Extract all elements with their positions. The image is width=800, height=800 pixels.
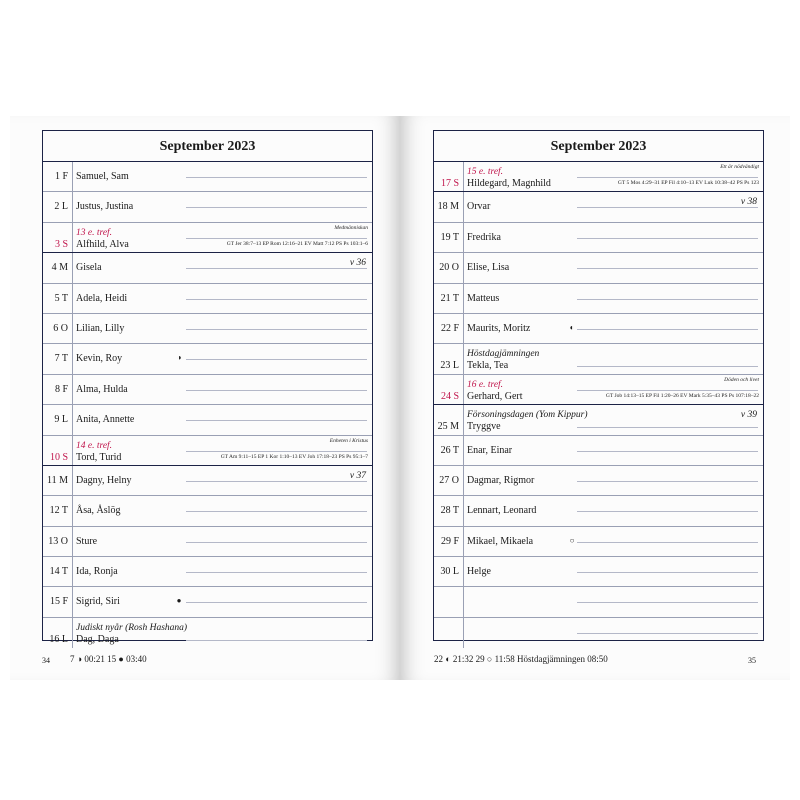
column-divider <box>463 405 464 434</box>
day-row <box>434 162 763 192</box>
right-day-rows <box>434 162 763 648</box>
day-label: 13 O <box>48 535 68 547</box>
day-note: Judiskt nyår (Rosh Hashana) <box>76 622 188 633</box>
name-day: Hildegard, Magnhild <box>467 178 551 189</box>
writing-line <box>186 329 367 330</box>
name-day: Fredrika <box>467 231 501 243</box>
name-day: Orvar <box>467 201 491 213</box>
day-label: 29 F <box>440 535 459 547</box>
day-row <box>434 223 763 253</box>
day-row <box>434 375 763 405</box>
writing-line <box>577 329 758 330</box>
column-divider <box>463 496 464 525</box>
day-label: 21 T <box>440 292 459 304</box>
open-planner <box>10 116 790 680</box>
day-label: 15 F <box>49 596 68 608</box>
week-number: v 37 <box>349 470 366 481</box>
left-calendar-frame <box>42 130 373 645</box>
writing-line <box>577 390 758 391</box>
day-label: 18 M <box>437 201 459 213</box>
writing-line <box>186 640 367 641</box>
writing-line <box>577 602 758 603</box>
writing-line <box>577 572 758 573</box>
column-divider <box>72 436 73 465</box>
column-divider <box>463 192 464 221</box>
day-row <box>434 436 763 466</box>
column-divider <box>72 405 73 434</box>
day-row <box>43 587 372 617</box>
day-note: Försoningsdagen (Yom Kippur) <box>467 410 588 421</box>
writing-line <box>186 299 367 300</box>
sunday-theme: Medmänniskan <box>334 224 368 231</box>
column-divider <box>72 344 73 373</box>
writing-line <box>186 572 367 573</box>
day-label: 27 O <box>439 474 459 486</box>
day-note: 13 e. tref. <box>76 227 113 238</box>
name-day: Helge <box>467 566 491 578</box>
writing-line <box>186 420 367 421</box>
name-day: Sture <box>76 535 98 547</box>
day-row <box>434 405 763 435</box>
day-label: 17 S <box>440 178 459 189</box>
column-divider <box>463 466 464 495</box>
day-label: 16 L <box>49 633 68 645</box>
column-divider <box>72 466 73 495</box>
moon-phase-icon: ◐ <box>569 322 575 332</box>
day-row <box>434 527 763 557</box>
writing-line <box>186 542 367 543</box>
writing-line <box>186 451 367 452</box>
left-page <box>10 116 400 680</box>
day-row <box>43 223 372 253</box>
day-label: 9 L <box>54 414 68 426</box>
left-moon-footer: 7 ◑ 00:21 15 ● 03:40 <box>70 654 147 664</box>
right-month-title: September 2023 <box>434 131 763 162</box>
column-divider <box>463 375 464 404</box>
day-row <box>434 314 763 344</box>
writing-line <box>186 511 367 512</box>
column-divider <box>463 587 464 616</box>
day-row <box>43 466 372 496</box>
name-day: Elise, Lisa <box>467 262 510 274</box>
writing-line <box>186 390 367 391</box>
column-divider <box>72 527 73 556</box>
day-label: 23 L <box>440 360 459 372</box>
day-row <box>43 314 372 344</box>
day-label: 24 S <box>440 390 459 402</box>
day-label: 20 O <box>439 262 459 274</box>
day-row <box>434 466 763 496</box>
day-row <box>43 618 372 648</box>
day-row <box>43 436 372 466</box>
bible-readings: GT Am 9:11–15 EP 1 Kor 1:10–13 EV Joh 17:18–23 PS Ps 95:1–7 <box>220 453 368 460</box>
day-label: 6 O <box>53 322 68 334</box>
column-divider <box>463 284 464 313</box>
day-label: 11 M <box>46 474 68 486</box>
left-day-rows <box>43 162 372 648</box>
writing-line <box>577 633 758 634</box>
day-label: 2 L <box>54 201 68 213</box>
day-row <box>43 405 372 435</box>
column-divider <box>72 223 73 252</box>
moon-phase-icon: ◑ <box>176 353 182 363</box>
day-row <box>434 618 763 648</box>
left-page-number: 34 <box>42 656 50 665</box>
day-label: 8 F <box>54 383 68 395</box>
writing-line <box>186 238 367 239</box>
writing-line <box>186 177 367 178</box>
name-day: Tryggve <box>467 421 501 433</box>
writing-line <box>577 511 758 512</box>
day-row <box>43 496 372 526</box>
name-day: Ida, Ronja <box>76 566 118 578</box>
day-row <box>434 344 763 374</box>
writing-line <box>577 366 758 367</box>
day-label: 5 T <box>54 292 68 304</box>
day-label: 14 T <box>49 566 68 578</box>
column-divider <box>463 527 464 556</box>
writing-line <box>577 427 758 428</box>
right-moon-footer: 22 ◐ 21:32 29 ○ 11:58 Höstdagjämningen 08:50 <box>434 654 608 664</box>
day-label: 10 S <box>49 451 68 463</box>
moon-phase-icon: ○ <box>569 535 575 545</box>
name-day: Lennart, Leonard <box>467 505 537 517</box>
writing-line <box>577 542 758 543</box>
name-day: Anita, Annette <box>76 414 135 426</box>
writing-line <box>186 602 367 603</box>
day-row <box>43 557 372 587</box>
name-day: Gerhard, Gert <box>467 390 523 402</box>
bible-readings: GT 5 Mos 4:29–31 EP Fil 4:10–13 EV Luk 10:38–42 PS Ps 123 <box>617 180 759 186</box>
column-divider <box>463 557 464 586</box>
sunday-theme: Ett är nödvändigt <box>720 164 759 170</box>
name-day: Adela, Heidi <box>76 292 128 304</box>
moon-phase-icon: ● <box>176 596 182 606</box>
name-day: Alma, Hulda <box>76 383 128 395</box>
column-divider <box>463 162 464 191</box>
writing-line <box>577 451 758 452</box>
day-label: 12 T <box>49 505 68 517</box>
column-divider <box>72 314 73 343</box>
column-divider <box>72 284 73 313</box>
column-divider <box>72 253 73 282</box>
day-label: 22 F <box>440 322 459 334</box>
week-number: v 38 <box>740 197 757 208</box>
name-day: Gisela <box>76 262 102 274</box>
name-day: Lilian, Lilly <box>76 322 125 334</box>
day-note: 16 e. tref. <box>467 379 504 390</box>
writing-line <box>186 268 367 269</box>
name-day: Maurits, Moritz <box>467 322 531 334</box>
left-month-title: September 2023 <box>43 131 372 162</box>
name-day: Sigrid, Siri <box>76 596 120 608</box>
column-divider <box>72 192 73 221</box>
writing-line <box>186 359 367 360</box>
name-day: Dag, Daga <box>76 633 119 645</box>
day-note: 15 e. tref. <box>467 167 504 177</box>
writing-line <box>577 481 758 482</box>
writing-line <box>186 481 367 482</box>
week-number: v 36 <box>349 258 366 269</box>
day-row <box>43 284 372 314</box>
day-row <box>43 344 372 374</box>
column-divider <box>72 618 73 648</box>
name-day: Justus, Justina <box>76 201 134 213</box>
day-label: 30 L <box>440 566 459 578</box>
name-day: Tekla, Tea <box>467 360 509 372</box>
bible-readings: GT Job 14:13–15 EP Fil 1:20–26 EV Mark 5:35–43 PS Ps 107:18–22 <box>605 392 759 399</box>
column-divider <box>72 557 73 586</box>
day-row <box>434 496 763 526</box>
day-row <box>434 587 763 617</box>
day-note: 14 e. tref. <box>76 440 113 451</box>
writing-line <box>186 207 367 208</box>
name-day: Tord, Turid <box>76 451 122 463</box>
column-divider <box>463 314 464 343</box>
column-divider <box>463 618 464 648</box>
day-label: 4 M <box>51 262 68 274</box>
day-label: 3 S <box>54 238 68 250</box>
column-divider <box>463 344 464 373</box>
day-row <box>434 557 763 587</box>
column-divider <box>463 253 464 282</box>
day-row <box>43 162 372 192</box>
writing-line <box>577 238 758 239</box>
name-day: Matteus <box>467 292 500 304</box>
right-page-number: 35 <box>748 656 756 665</box>
name-day: Dagny, Helny <box>76 474 132 486</box>
column-divider <box>72 162 73 191</box>
day-label: 7 T <box>54 353 68 365</box>
week-number: v 39 <box>740 410 757 421</box>
column-divider <box>72 375 73 404</box>
day-label: 26 T <box>440 444 459 456</box>
right-calendar-frame <box>433 130 764 641</box>
day-label: 25 M <box>437 421 459 433</box>
name-day: Mikael, Mikaela <box>467 535 534 547</box>
day-label: 28 T <box>440 505 459 517</box>
writing-line <box>577 299 758 300</box>
column-divider <box>72 587 73 616</box>
sunday-theme: Döden och livet <box>724 376 759 383</box>
day-row <box>43 527 372 557</box>
day-label: 19 T <box>440 231 459 243</box>
name-day: Dagmar, Rigmor <box>467 474 535 486</box>
day-row <box>43 375 372 405</box>
day-row <box>434 284 763 314</box>
column-divider <box>463 436 464 465</box>
day-row <box>434 253 763 283</box>
name-day: Alfhild, Alva <box>76 238 129 250</box>
day-row <box>434 192 763 222</box>
sunday-theme: Enheten i Kristus <box>329 437 368 444</box>
day-note: Höstdagjämningen <box>467 349 540 360</box>
name-day: Åsa, Åslög <box>76 505 121 517</box>
writing-line <box>577 177 758 178</box>
name-day: Enar, Einar <box>467 444 513 456</box>
day-row <box>43 192 372 222</box>
day-label: 1 F <box>54 171 68 182</box>
right-page <box>400 116 790 680</box>
column-divider <box>463 223 464 252</box>
column-divider <box>72 496 73 525</box>
bible-readings: GT Jer 38:7–13 EP Rom 12:16–21 EV Matt 7:12 PS Ps 103:1–6 <box>226 240 368 247</box>
writing-line <box>577 268 758 269</box>
day-row <box>43 253 372 283</box>
name-day: Kevin, Roy <box>76 353 123 365</box>
name-day: Samuel, Sam <box>76 171 129 182</box>
writing-line <box>577 207 758 208</box>
